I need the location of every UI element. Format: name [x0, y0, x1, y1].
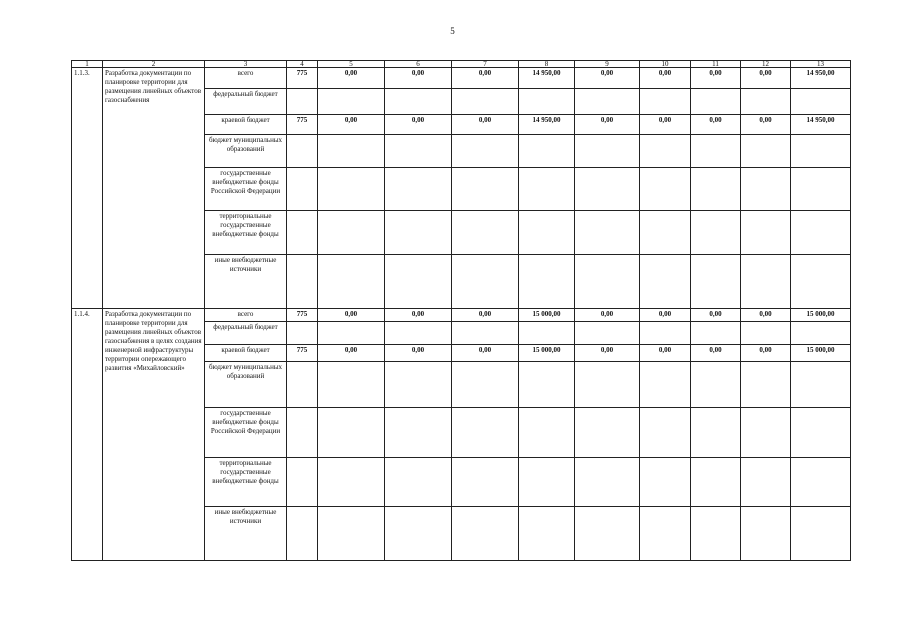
value-cell — [575, 458, 640, 507]
funding-source: бюджет муниципальных образований — [205, 362, 287, 408]
header-row — [72, 61, 851, 68]
value-cell — [691, 168, 741, 211]
value-cell — [287, 362, 318, 408]
value-cell — [691, 362, 741, 408]
value-cell — [385, 168, 452, 211]
value-cell: 14 950,00 — [519, 68, 575, 89]
value-cell — [318, 255, 385, 309]
value-cell — [741, 89, 791, 115]
entry-code: 1.1.3. — [72, 68, 103, 309]
value-cell — [741, 211, 791, 255]
value-cell: 0,00 — [385, 309, 452, 322]
value-cell: 0,00 — [741, 309, 791, 322]
column-header: 4 — [287, 61, 318, 68]
value-cell — [519, 408, 575, 458]
value-cell: 0,00 — [452, 68, 519, 89]
value-cell — [791, 507, 851, 561]
value-cell — [519, 255, 575, 309]
column-header: 11 — [691, 61, 741, 68]
value-cell — [452, 211, 519, 255]
value-cell — [640, 322, 691, 345]
column-header: 2 — [103, 61, 205, 68]
budget-table — [71, 60, 851, 561]
value-cell: 0,00 — [318, 345, 385, 362]
funding-source: территориальные государственные внебюджетные фонды — [205, 211, 287, 255]
value-cell — [452, 458, 519, 507]
value-cell: 0,00 — [741, 115, 791, 135]
value-cell — [519, 322, 575, 345]
value-cell — [519, 362, 575, 408]
value-cell — [287, 408, 318, 458]
column-header: 8 — [519, 61, 575, 68]
value-cell: 0,00 — [741, 345, 791, 362]
entry-name: Разработка документации по планировке территории для размещения линейных объектов газоснабжения — [103, 68, 205, 309]
value-cell — [741, 168, 791, 211]
column-header: 5 — [318, 61, 385, 68]
funding-source: бюджет муниципальных образований — [205, 135, 287, 168]
value-cell: 14 950,00 — [519, 115, 575, 135]
value-cell: 775 — [287, 68, 318, 89]
value-cell: 775 — [287, 345, 318, 362]
funding-source: государственные внебюджетные фонды Российской Федерации — [205, 168, 287, 211]
value-cell — [791, 408, 851, 458]
value-cell — [575, 211, 640, 255]
value-cell — [452, 135, 519, 168]
value-cell — [640, 89, 691, 115]
value-cell: 0,00 — [318, 115, 385, 135]
value-cell — [318, 168, 385, 211]
value-cell: 0,00 — [385, 115, 452, 135]
value-cell — [741, 255, 791, 309]
column-header: 7 — [452, 61, 519, 68]
value-cell — [385, 408, 452, 458]
value-cell — [287, 255, 318, 309]
value-cell — [691, 458, 741, 507]
column-header: 1 — [72, 61, 103, 68]
value-cell — [287, 507, 318, 561]
value-cell — [287, 458, 318, 507]
column-header: 13 — [791, 61, 851, 68]
value-cell — [575, 507, 640, 561]
value-cell — [691, 89, 741, 115]
value-cell — [640, 408, 691, 458]
value-cell: 15 000,00 — [791, 309, 851, 322]
value-cell — [385, 507, 452, 561]
value-cell — [452, 507, 519, 561]
value-cell — [287, 168, 318, 211]
value-cell: 0,00 — [385, 68, 452, 89]
value-cell — [791, 168, 851, 211]
value-cell — [741, 362, 791, 408]
value-cell: 0,00 — [452, 345, 519, 362]
value-cell — [640, 458, 691, 507]
value-cell — [452, 255, 519, 309]
value-cell: 0,00 — [452, 309, 519, 322]
value-cell — [691, 211, 741, 255]
value-cell — [385, 362, 452, 408]
value-cell — [791, 362, 851, 408]
entry-code: 1.1.4. — [72, 309, 103, 561]
value-cell — [741, 458, 791, 507]
funding-source: территориальные государственные внебюджетные фонды — [205, 458, 287, 507]
value-cell — [452, 408, 519, 458]
value-cell — [519, 458, 575, 507]
column-header: 12 — [741, 61, 791, 68]
value-cell: 0,00 — [691, 68, 741, 89]
value-cell: 14 950,00 — [791, 115, 851, 135]
value-cell: 0,00 — [575, 68, 640, 89]
value-cell — [287, 89, 318, 115]
value-cell — [519, 89, 575, 115]
value-cell — [741, 135, 791, 168]
value-cell: 15 000,00 — [519, 345, 575, 362]
value-cell — [575, 408, 640, 458]
value-cell — [385, 322, 452, 345]
value-cell: 0,00 — [575, 345, 640, 362]
value-cell — [791, 322, 851, 345]
page-number: 5 — [450, 26, 455, 36]
value-cell: 0,00 — [640, 345, 691, 362]
value-cell — [791, 89, 851, 115]
value-cell — [691, 135, 741, 168]
value-cell — [287, 135, 318, 168]
value-cell — [741, 322, 791, 345]
funding-source: иные внебюджетные источники — [205, 255, 287, 309]
value-cell — [791, 255, 851, 309]
value-cell — [640, 362, 691, 408]
value-cell — [287, 322, 318, 345]
value-cell: 0,00 — [385, 345, 452, 362]
value-cell — [452, 168, 519, 211]
value-cell — [791, 458, 851, 507]
value-cell: 0,00 — [741, 68, 791, 89]
funding-source: федеральный бюджет — [205, 89, 287, 115]
funding-source: иные внебюджетные источники — [205, 507, 287, 561]
value-cell — [791, 135, 851, 168]
value-cell — [452, 89, 519, 115]
value-cell — [791, 211, 851, 255]
value-cell — [519, 168, 575, 211]
value-cell: 0,00 — [691, 115, 741, 135]
value-cell — [318, 135, 385, 168]
value-cell — [385, 211, 452, 255]
value-cell — [452, 322, 519, 345]
value-cell — [691, 408, 741, 458]
value-cell — [640, 507, 691, 561]
value-cell: 15 000,00 — [519, 309, 575, 322]
value-cell — [519, 211, 575, 255]
value-cell — [519, 135, 575, 168]
value-cell — [741, 507, 791, 561]
column-header: 9 — [575, 61, 640, 68]
value-cell: 14 950,00 — [791, 68, 851, 89]
value-cell: 0,00 — [575, 309, 640, 322]
value-cell — [385, 255, 452, 309]
value-cell: 0,00 — [452, 115, 519, 135]
value-cell — [575, 362, 640, 408]
value-cell: 0,00 — [640, 309, 691, 322]
value-cell: 0,00 — [575, 115, 640, 135]
value-cell — [385, 458, 452, 507]
value-cell — [640, 255, 691, 309]
funding-source: всего — [205, 68, 287, 89]
value-cell — [452, 362, 519, 408]
value-cell — [691, 507, 741, 561]
value-cell — [519, 507, 575, 561]
value-cell — [318, 322, 385, 345]
column-header: 6 — [385, 61, 452, 68]
value-cell — [318, 362, 385, 408]
value-cell — [318, 211, 385, 255]
value-cell — [640, 135, 691, 168]
funding-source: федеральный бюджет — [205, 322, 287, 345]
value-cell: 15 000,00 — [791, 345, 851, 362]
value-cell — [318, 408, 385, 458]
table-row — [72, 68, 851, 89]
funding-source: краевой бюджет — [205, 115, 287, 135]
funding-source: государственные внебюджетные фонды Российской Федерации — [205, 408, 287, 458]
value-cell — [575, 168, 640, 211]
column-header: 10 — [640, 61, 691, 68]
value-cell — [640, 211, 691, 255]
value-cell — [691, 322, 741, 345]
value-cell — [385, 89, 452, 115]
value-cell — [575, 135, 640, 168]
value-cell: 775 — [287, 115, 318, 135]
value-cell — [691, 255, 741, 309]
value-cell — [640, 168, 691, 211]
funding-source: краевой бюджет — [205, 345, 287, 362]
value-cell: 0,00 — [318, 68, 385, 89]
value-cell: 0,00 — [691, 309, 741, 322]
funding-source: всего — [205, 309, 287, 322]
table-body — [72, 61, 851, 561]
column-header: 3 — [205, 61, 287, 68]
value-cell — [741, 408, 791, 458]
value-cell: 0,00 — [691, 345, 741, 362]
value-cell: 0,00 — [640, 68, 691, 89]
value-cell — [385, 135, 452, 168]
value-cell — [575, 89, 640, 115]
value-cell: 0,00 — [640, 115, 691, 135]
value-cell — [318, 507, 385, 561]
value-cell — [575, 255, 640, 309]
value-cell — [318, 458, 385, 507]
table-row — [72, 309, 851, 322]
value-cell — [575, 322, 640, 345]
value-cell — [318, 89, 385, 115]
value-cell: 775 — [287, 309, 318, 322]
value-cell — [287, 211, 318, 255]
entry-name: Разработка документации по планировке территории для размещения линейных объектов газоснабжения в целях создания инженерной инфраструктуры территории опережающего развития «Михайловский» — [103, 309, 205, 561]
value-cell: 0,00 — [318, 309, 385, 322]
